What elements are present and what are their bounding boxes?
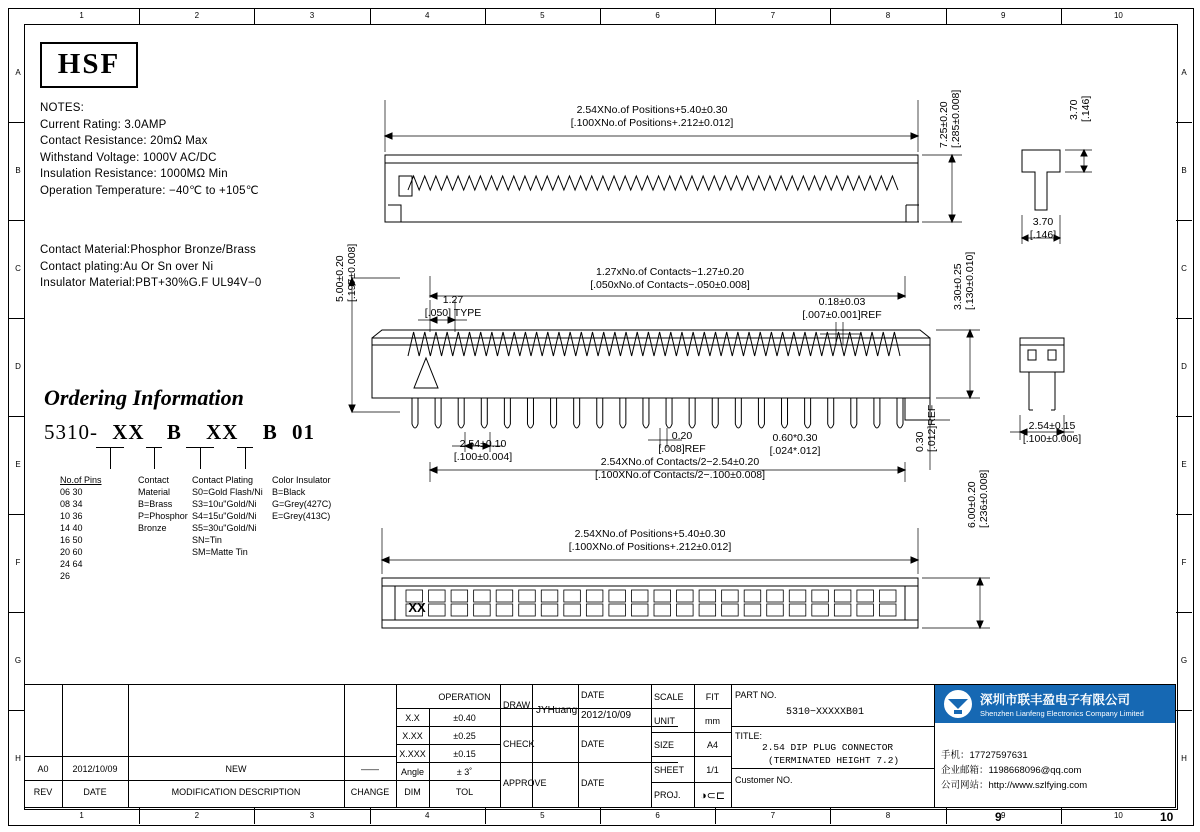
contact-cavity <box>879 604 896 616</box>
ordering-seg-suffix: 01 <box>291 420 315 444</box>
ordering-col-line: B=Brass <box>138 499 173 509</box>
ordering-col-line: 16 50 <box>60 535 83 545</box>
row-label: E <box>1181 460 1187 469</box>
contact-cavity <box>609 590 626 602</box>
company-phone: 手机：17727597631 <box>941 750 1028 761</box>
contact-cavity <box>496 604 513 616</box>
ordering-seg-color: B <box>262 420 278 444</box>
rev-header-rev: REV <box>33 787 53 797</box>
rev-header-date: DATE <box>83 787 107 797</box>
size-value: A4 <box>706 739 718 750</box>
contact-cavity <box>496 590 513 602</box>
dim-top-right-height-inch: [.285±0.008] <box>950 89 962 148</box>
contact-cavity <box>541 590 558 602</box>
row-label: F <box>15 558 21 567</box>
tol-value: ±0.40 <box>453 712 476 723</box>
dim-center: 2.54XNo.of Contacts/2−2.54±0.20 [.100XNo.of Contacts/2−.100±0.008] <box>594 456 766 481</box>
contact-cavity <box>744 604 761 616</box>
connector-pin <box>689 398 695 428</box>
row-label: A <box>15 68 21 77</box>
page-mark-right: 10 <box>1160 810 1174 824</box>
note-line: Operation Temperature: −40℃ to +105℃ <box>40 184 259 197</box>
ordering-prefix: 5310- <box>44 420 98 444</box>
row-label: F <box>1181 558 1187 567</box>
contact-cavity <box>812 604 829 616</box>
column-label: 7 <box>770 11 776 20</box>
contact-cavity <box>564 604 581 616</box>
contact-cavity <box>834 590 851 602</box>
contact-cavity <box>609 604 626 616</box>
column-label: 10 <box>1113 11 1123 20</box>
contact-cavity <box>789 590 806 602</box>
column-label: 8 <box>885 811 891 820</box>
ordering-col-line: 14 40 <box>60 523 83 533</box>
note-line: Insulation Resistance: 1000MΩ Min <box>40 168 228 180</box>
company-email: 企业邮箱：1198668096@qq.com <box>941 765 1082 776</box>
projection-symbol-icon: ◑⊂⊏ <box>699 789 726 802</box>
title-line1: 2.54 DIP PLUG CONNECTOR <box>762 741 894 753</box>
note-line: Withstand Voltage: 1000V AC/DC <box>40 151 217 164</box>
column-label: 5 <box>540 11 545 20</box>
row-label: B <box>15 166 21 175</box>
draw-label: DRAW <box>503 700 531 710</box>
sheet-label: SHEET <box>654 764 685 775</box>
row-label: D <box>1181 362 1187 371</box>
tol-dim: Angle <box>400 766 425 777</box>
ordering-seg-material: B <box>166 420 182 444</box>
ordering-col-header: No.of Pins <box>60 475 102 485</box>
ordering-col-line: SN=Tin <box>192 535 222 545</box>
rev-date-value: 2012/10/09 <box>72 763 118 774</box>
dim-detail-height: 3.70 <box>1068 99 1080 120</box>
unit-label: UNIT <box>654 715 675 726</box>
rev-change-value: —— <box>361 763 379 774</box>
contact-cavity <box>699 604 716 616</box>
connector-pin <box>412 398 418 428</box>
contact-cavity <box>519 590 536 602</box>
connector-pin <box>527 398 533 428</box>
contact-cavity <box>767 604 784 616</box>
ordering-col-header: Contact <box>138 475 170 485</box>
contact-cavity <box>631 604 648 616</box>
tol-dim: X.X <box>405 712 420 723</box>
dim-pin-width: 0.18±0.03 [.007±0.001]REF <box>802 296 882 321</box>
dim-mid-left-inch: [.197±0.008] <box>346 243 358 302</box>
dim-bottom-overall: 2.54XNo.of Positions+5.40±0.30 [.100XNo.of Positions+.212±0.012] <box>568 528 732 553</box>
unit-value: mm <box>705 715 720 726</box>
material-line: Contact Material:Phosphor Bronze/Brass <box>40 244 256 256</box>
connector-pin <box>574 398 580 428</box>
row-label: C <box>1181 264 1187 273</box>
connector-pin <box>874 398 880 428</box>
column-label: 9 <box>1000 11 1006 20</box>
row-label: G <box>1180 656 1188 665</box>
ordering-col-line: S5=30u"Gold/Ni <box>192 523 257 533</box>
ordering-col-header: Color Insulator <box>272 475 331 485</box>
ordering-col-line: G=Grey(427C) <box>272 499 332 509</box>
row-label: B <box>1181 166 1187 175</box>
connector-pin <box>828 398 834 428</box>
ordering-col-line: Material <box>138 487 171 497</box>
company-logo-icon <box>941 687 975 721</box>
company-web: 公司网站：http://www.szlfying.com <box>941 780 1088 791</box>
date-value: 2012/10/09 <box>581 709 632 721</box>
customer-no-label: Customer NO. <box>735 775 793 785</box>
contact-cavity <box>857 604 874 616</box>
contact-cavity <box>474 590 491 602</box>
connector-pin <box>851 398 857 428</box>
tol-dim: X.XXX <box>399 748 426 759</box>
column-label: 4 <box>424 11 430 20</box>
rev-desc-value: NEW <box>225 763 247 774</box>
date-label: DATE <box>581 690 605 700</box>
part-no-value: 5310−XXXXXB01 <box>786 706 865 718</box>
column-label: 9 <box>1000 811 1006 820</box>
connector-pin <box>481 398 487 428</box>
contact-cavity <box>451 590 468 602</box>
row-label: A <box>1181 68 1187 77</box>
dim-ref-030-inch: [.012]REF <box>926 404 938 452</box>
connector-pin <box>897 398 903 428</box>
connector-pin <box>620 398 626 428</box>
connector-pin <box>435 398 441 428</box>
dim-row-pitch: 2.54±0.10 [.100±0.004] <box>453 438 513 463</box>
hsf-logo-text: HSF <box>57 48 121 80</box>
contact-cavity <box>429 604 446 616</box>
connector-pin <box>458 398 464 428</box>
column-label: 10 <box>1113 811 1123 820</box>
tol-label: TOL <box>455 787 474 797</box>
page-mark-left: 9 <box>995 810 1002 824</box>
contact-cavity <box>429 590 446 602</box>
company-name-cn: 深圳市联丰盈电子有限公司 <box>980 693 1131 707</box>
column-label: 6 <box>655 811 660 820</box>
notes-heading: NOTES: <box>40 102 85 114</box>
row-label: G <box>14 656 22 665</box>
approve-date-label: DATE <box>581 778 605 788</box>
contact-cavity <box>677 590 694 602</box>
dim-pin-thickness: 0.20 [.008]REF <box>658 430 706 455</box>
dim-ref-030: 0.30 <box>914 431 926 452</box>
dim-mid-right-inch: [.130±0.010] <box>964 251 976 310</box>
dim-top-right-height: 7.25±0.20 <box>938 101 950 148</box>
rev-header-change: CHANGE <box>350 787 390 797</box>
ordering-col-line: 24 64 <box>60 559 83 569</box>
contact-cavity <box>586 604 603 616</box>
dim-bottom-right-inch: [.236±0.008] <box>978 469 990 528</box>
contact-cavity <box>564 590 581 602</box>
ordering-col-line: 20 60 <box>60 547 83 557</box>
connector-pin <box>758 398 764 428</box>
column-label: 4 <box>424 811 430 820</box>
dim-pin-section: 0.60*0.30 [.024*.012] <box>769 432 821 457</box>
contact-cavity <box>879 590 896 602</box>
dim-top-overall: 2.54XNo.of Positions+5.40±0.30 [.100XNo.of Positions+.212±0.012] <box>570 104 734 129</box>
draw-name: JYHuang <box>536 704 578 716</box>
column-label: 6 <box>655 11 660 20</box>
ordering-col-header: Contact Plating <box>192 475 254 485</box>
note-line: Contact Resistance: 20mΩ Max <box>40 135 208 147</box>
dim-pitch: 1.27 [.050] TYPE <box>424 294 482 319</box>
tol-dim: X.XX <box>402 730 423 741</box>
connector-pin <box>666 398 672 428</box>
contact-cavity <box>586 590 603 602</box>
contact-cavity <box>541 604 558 616</box>
contact-cavity <box>767 590 784 602</box>
contact-cavity <box>812 590 829 602</box>
dim-mid-left: 5.00±0.20 <box>334 255 346 302</box>
ordering-seg-pins: XX <box>112 420 145 444</box>
ordering-col-line: S3=10u"Gold/Ni <box>192 499 257 509</box>
ordering-col-line: 06 30 <box>60 487 83 497</box>
dim-bottom-right: 6.00±0.20 <box>966 481 978 528</box>
ordering-col-line: E=Grey(413C) <box>272 511 331 521</box>
title-label: TITLE: <box>735 731 763 741</box>
contact-cavity <box>699 590 716 602</box>
material-line: Contact plating:Au Or Sn over Ni <box>40 260 214 273</box>
ordering-title: Ordering Information <box>44 385 244 410</box>
contact-cavity <box>857 590 874 602</box>
contact-cavity <box>834 604 851 616</box>
ordering-col-line: B=Black <box>272 487 306 497</box>
tol-value: ± 3˚ <box>456 766 473 777</box>
contact-cavity <box>631 590 648 602</box>
dim-detail-height-inch: [.146] <box>1080 95 1092 122</box>
company-name-en: Shenzhen Lianfeng Electronics Company Limited <box>980 709 1144 718</box>
ordering-col-line: 08 34 <box>60 499 83 509</box>
connector-pin <box>597 398 603 428</box>
dim-right-detail: 2.54±0.15 [.100±0.006] <box>1022 420 1082 445</box>
column-label: 3 <box>309 11 315 20</box>
connector-pin <box>643 398 649 428</box>
contact-cavity <box>654 590 671 602</box>
connector-pin <box>551 398 557 428</box>
approve-label: APPROVE <box>503 778 547 788</box>
contact-cavity <box>451 604 468 616</box>
part-no-label: PART NO. <box>735 690 777 700</box>
check-label: CHECK <box>503 739 535 749</box>
check-date-label: DATE <box>581 739 605 749</box>
ordering-col-line: P=Phosphor <box>138 511 188 521</box>
ordering-seg-plating: XX <box>206 420 239 444</box>
contact-cavity <box>789 604 806 616</box>
title-line2: (TERMINATED HEIGHT 7.2) <box>768 754 900 766</box>
connector-pin <box>735 398 741 428</box>
connector-pin <box>805 398 811 428</box>
material-line: Insulator Material:PBT+30%G.F UL94V−0 <box>40 277 262 289</box>
ordering-col-line: 26 <box>60 571 71 581</box>
row-label: D <box>15 362 21 371</box>
column-label: 1 <box>79 11 84 20</box>
ordering-col-line: S4=15u"Gold/Ni <box>192 511 257 521</box>
contact-cavity <box>722 604 739 616</box>
scale-value: FIT <box>705 692 720 702</box>
row-label: H <box>1181 754 1187 763</box>
column-label: 1 <box>79 811 84 820</box>
tol-value: ±0.15 <box>453 748 476 759</box>
ordering-col-line: SM=Matte Tin <box>192 547 248 557</box>
sheet-value: 1/1 <box>706 764 719 775</box>
contact-cavity <box>677 604 694 616</box>
column-label: 2 <box>194 11 200 20</box>
connector-pin <box>504 398 510 428</box>
dim-label: DIM <box>404 787 421 797</box>
dim-contacts: 1.27xNo.of Contacts−1.27±0.20 [.050xNo.of Contacts−.050±0.008] <box>590 266 750 291</box>
ordering-col-line: Bronze <box>138 523 167 533</box>
contact-cavity <box>654 604 671 616</box>
operation-header: OPERATION <box>438 692 491 702</box>
column-label: 2 <box>194 811 200 820</box>
connector-pin <box>782 398 788 428</box>
connector-pin <box>712 398 718 428</box>
column-label: 7 <box>770 811 776 820</box>
column-label: 8 <box>885 11 891 20</box>
rev-header-desc: MODIFICATION DESCRIPTION <box>171 787 301 797</box>
contact-cavity <box>722 590 739 602</box>
proj-label: PROJ. <box>654 790 681 800</box>
note-line: Current Rating: 3.0AMP <box>40 118 167 131</box>
row-label: C <box>15 264 21 273</box>
tol-value: ±0.25 <box>453 730 476 741</box>
marking-xx: XX <box>408 600 426 615</box>
contact-cavity <box>474 604 491 616</box>
rev-value: A0 <box>37 763 49 774</box>
ordering-col-line: S0=Gold Flash/Ni <box>192 487 263 497</box>
size-label: SIZE <box>654 739 675 750</box>
row-label: E <box>15 460 21 469</box>
column-label: 3 <box>309 811 315 820</box>
dim-mid-right: 3.30±0.25 <box>952 263 964 310</box>
scale-label: SCALE <box>654 692 684 702</box>
contact-cavity <box>519 604 536 616</box>
row-label: H <box>15 754 21 763</box>
column-label: 5 <box>540 811 545 820</box>
contact-cavity <box>744 590 761 602</box>
ordering-col-line: 10 36 <box>60 511 83 521</box>
dim-detail-width: 3.70 [.146] <box>1029 216 1057 241</box>
